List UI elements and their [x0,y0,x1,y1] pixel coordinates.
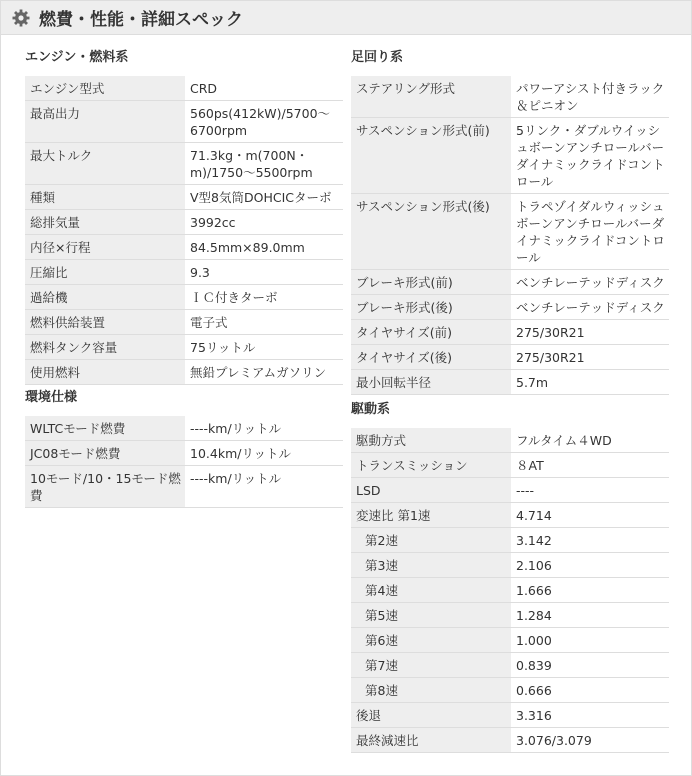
section-title-env: 環境仕様 [25,390,78,405]
table-row [351,453,669,478]
spec-value: 5リンク・ダブルウイッシュボーンアンチロールバーダイナミックライドコントロール [511,118,669,194]
spec-value: トラペゾイダルウィッシュボーンアンチロールバーダイナミックライドコントロール [511,194,669,270]
spec-label: 過給機 [25,285,185,310]
spec-label: 総排気量 [25,210,185,235]
table-row [25,210,343,235]
spec-value: パワーアシスト付きラック＆ピニオン [511,76,669,118]
suspension-spec-table [351,76,669,395]
spec-value: CRD [185,76,343,101]
spec-label: 第4速 [351,578,511,603]
table-row [351,370,669,395]
spec-label: ブレーキ形式(前) [351,270,511,295]
spec-label: 燃料供給装置 [25,310,185,335]
spec-value: 1.284 [511,603,669,628]
spec-label: 第8速 [351,678,511,703]
spec-value: ベンチレーテッドディスク [511,295,669,320]
table-row [25,416,343,441]
table-row [351,703,669,728]
spec-label: 最終減速比 [351,728,511,753]
table-row [25,235,343,260]
spec-value: 1.666 [511,578,669,603]
table-row [351,320,669,345]
spec-label: 最高出力 [25,101,185,143]
spec-label: 第6速 [351,628,511,653]
spec-label: 圧縮比 [25,260,185,285]
spec-label: 後退 [351,703,511,728]
env-spec-table [25,416,343,508]
table-row [25,466,343,508]
spec-label: 第7速 [351,653,511,678]
spec-label: サスペンション形式(前) [351,118,511,194]
spec-label: LSD [351,478,511,503]
table-row [351,345,669,370]
table-row [25,260,343,285]
table-row [351,295,669,320]
table-row [25,441,343,466]
table-row [25,143,343,185]
spec-value: 275/30R21 [511,320,669,345]
table-row [351,194,669,270]
spec-value: 無鉛プレミアムガソリン [185,360,343,385]
spec-value: 9.3 [185,260,343,285]
table-row [25,360,343,385]
spec-value: 0.666 [511,678,669,703]
spec-label: ブレーキ形式(後) [351,295,511,320]
spec-value: ----km/リットル [185,466,343,508]
suspension-section [351,47,669,395]
spec-value: 1.000 [511,628,669,653]
spec-value: ベンチレーテッドディスク [511,270,669,295]
spec-label: WLTCモード燃費 [25,416,185,441]
spec-label: 内径×行程 [25,235,185,260]
spec-label: 変速比 第1速 [351,503,511,528]
section-title-suspension: 足回り系 [351,50,404,65]
spec-label: 最小回転半径 [351,370,511,395]
table-row [351,528,669,553]
spec-label: 第3速 [351,553,511,578]
env-section [25,387,343,508]
table-row [25,101,343,143]
table-row [351,628,669,653]
page-title: 燃費・性能・詳細スペック [39,10,243,30]
spec-value: 84.5mm×89.0mm [185,235,343,260]
drive-spec-table [351,428,669,753]
spec-value: ８AT [511,453,669,478]
spec-value: 10.4km/リットル [185,441,343,466]
spec-label: 第2速 [351,528,511,553]
engine-section [25,47,343,385]
engine-spec-table [25,76,343,385]
table-row [351,503,669,528]
table-row [351,678,669,703]
spec-label: タイヤサイズ(前) [351,320,511,345]
spec-value: V型8気筒DOHCICターボ [185,185,343,210]
table-row [351,553,669,578]
spec-value: 0.839 [511,653,669,678]
section-title-engine: エンジン・燃料系 [25,50,129,65]
spec-value: 3992cc [185,210,343,235]
table-row [351,653,669,678]
spec-value: 5.7m [511,370,669,395]
drive-section [351,399,669,753]
table-row [351,603,669,628]
spec-label: 駆動方式 [351,428,511,453]
spec-value: 3.076/3.079 [511,728,669,753]
spec-label: ステアリング形式 [351,76,511,118]
table-row [351,76,669,118]
spec-value: 4.714 [511,503,669,528]
section-title-drive: 駆動系 [351,402,391,417]
table-row [25,76,343,101]
spec-value: 2.106 [511,553,669,578]
spec-label: タイヤサイズ(後) [351,345,511,370]
spec-label: 10モード/10・15モード燃費 [25,466,185,508]
spec-label: JC08モード燃費 [25,441,185,466]
spec-value: 560ps(412kW)/5700〜6700rpm [185,101,343,143]
table-row [351,728,669,753]
spec-label: 燃料タンク容量 [25,335,185,360]
spec-value: 電子式 [185,310,343,335]
table-row [351,428,669,453]
table-row [25,285,343,310]
spec-label: 第5速 [351,603,511,628]
spec-value: 71.3kg・m(700N・m)/1750〜5500rpm [185,143,343,185]
spec-value: 3.142 [511,528,669,553]
spec-label: サスペンション形式(後) [351,194,511,270]
spec-label: 使用燃料 [25,360,185,385]
spec-value: ---- [511,478,669,503]
spec-value: ＩＣ付きターボ [185,285,343,310]
table-row [25,335,343,360]
table-row [351,118,669,194]
spec-value: ----km/リットル [185,416,343,441]
table-row [25,310,343,335]
table-row [25,185,343,210]
spec-label: トランスミッション [351,453,511,478]
panel-header [1,1,691,35]
table-row [351,478,669,503]
spec-value: 3.316 [511,703,669,728]
spec-value: 275/30R21 [511,345,669,370]
spec-label: エンジン型式 [25,76,185,101]
table-row [351,578,669,603]
spec-label: 最大トルク [25,143,185,185]
spec-value: フルタイム４WD [511,428,669,453]
gear-icon [11,8,31,28]
spec-value: 75リットル [185,335,343,360]
table-row [351,270,669,295]
spec-label: 種類 [25,185,185,210]
